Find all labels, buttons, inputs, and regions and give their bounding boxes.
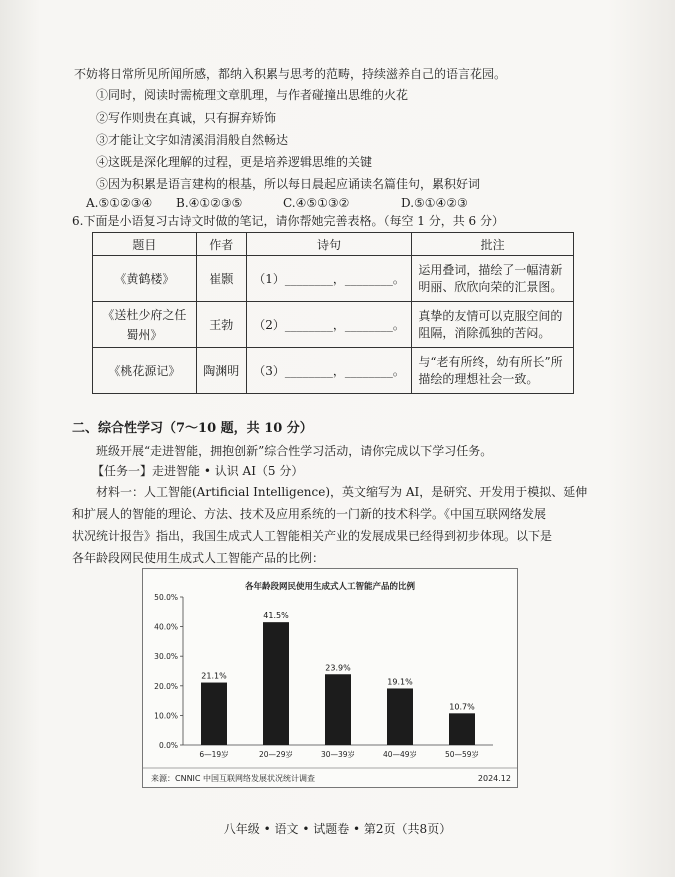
bar-value-label: 19.1%	[387, 677, 413, 687]
chart-title: 各年龄段网民使用生成式人工智能产品的比例	[244, 582, 416, 592]
x-category-label: 6—19岁	[199, 750, 229, 759]
q5-sentence-1: ①同时，阅读时需梳理文章肌理，与作者碰撞出思维的火花	[96, 88, 409, 102]
q5-sentence-3: ③才能让文字如清溪涓涓般自然畅达	[96, 133, 289, 147]
verse-blank[interactable]: （1）________，________。	[246, 256, 412, 302]
table-row	[93, 302, 574, 348]
page-footer: 八年级 • 语文 • 试题卷 • 第2页（共8页）	[223, 822, 452, 836]
bar	[387, 688, 413, 745]
bar-value-label: 10.7%	[449, 702, 475, 712]
header-title: 题目	[93, 233, 197, 256]
material-line-1: 材料一：人工智能(Artificial Intelligence)，英文缩写为 AI，是研究、开发用于模拟、延伸	[96, 485, 588, 499]
section-2-intro: 班级开展“走进智能，拥抱创新”综合性学习活动，请你完成以下学习任务。	[96, 444, 493, 458]
q5-options	[86, 196, 491, 210]
x-axis-labels	[199, 749, 479, 759]
section-2-title: 二、综合性学习（7～10 题，共 10 分）	[72, 421, 313, 436]
bar-value-label: 21.1%	[201, 671, 227, 681]
poem-author: 王勃	[196, 302, 246, 348]
bar	[325, 674, 351, 745]
bars-group	[201, 611, 475, 745]
age-ai-usage-chart	[142, 568, 518, 788]
y-tick-label: 40.0%	[154, 622, 178, 632]
y-tick-label: 20.0%	[154, 681, 178, 691]
chart-date: 2024.12	[477, 774, 511, 783]
option-c: C.④⑤①③②	[283, 196, 350, 210]
q5-sentence-2: ②写作则贵在真诚，只有摒弃矫饰	[96, 111, 277, 125]
bar-value-label: 23.9%	[325, 663, 351, 673]
x-category-label: 20—29岁	[258, 750, 294, 759]
poem-author: 陶渊明	[196, 348, 246, 394]
verse-blank[interactable]: （2）________，________。	[246, 302, 412, 348]
table-row	[93, 348, 574, 394]
bar-chart-svg	[143, 569, 517, 787]
q5-sentence-4: ④这既是深化理解的过程，更是培养逻辑思维的关键	[96, 155, 373, 169]
poem-title: 《送杜少府之任蜀州》	[93, 302, 197, 348]
bar-value-label: 41.5%	[263, 611, 289, 621]
y-tick-label: 50.0%	[154, 593, 178, 602]
bar	[449, 713, 475, 745]
poem-notes-table	[92, 232, 574, 394]
table-row	[93, 256, 574, 302]
bar	[263, 622, 289, 745]
x-category-label: 50—59岁	[444, 750, 480, 759]
poem-note: 真挚的友情可以克服空间的阻隔，消除孤独的苦闷。	[412, 302, 574, 348]
y-tick-label: 0.0%	[158, 741, 178, 750]
header-author: 作者	[196, 233, 246, 256]
header-verse: 诗句	[246, 233, 412, 256]
x-category-label: 30—39岁	[320, 750, 356, 759]
poem-title: 《桃花源记》	[93, 348, 197, 394]
q6-prompt: 6.下面是小语复习古诗文时做的笔记，请你帮她完善表格。（每空 1 分，共 6 分）	[72, 214, 504, 228]
y-tick-label: 10.0%	[154, 711, 178, 721]
poem-author: 崔颢	[196, 256, 246, 302]
bar	[201, 683, 227, 745]
header-note: 批注	[412, 233, 574, 256]
task-1-title: 【任务一】走进智能 • 认识 AI（5 分）	[92, 464, 304, 478]
option-d: D.⑤①④②③	[401, 196, 468, 210]
q5-sentence-5: ⑤因为积累是语言建构的根基，所以每日晨起应诵读名篇佳句，累积好词	[96, 177, 481, 191]
table-header-row	[93, 233, 574, 256]
material-line-2: 和扩展人的智能的理论、方法、技术及应用系统的一门新的技术科学。《中国互联网络发展	[72, 507, 547, 521]
material-line-3: 状况统计报告》指出，我国生成式人工智能相关产业的发展成果已经得到初步体现。以下是	[72, 529, 553, 543]
poem-note: 运用叠词，描绘了一幅清新明丽、欣欣向荣的汇景图。	[412, 256, 574, 302]
verse-blank[interactable]: （3）________，________。	[246, 348, 412, 394]
poem-note: 与“老有所终，幼有所长”所描绘的理想社会一致。	[412, 348, 574, 394]
material-line-4: 各年龄段网民使用生成式人工智能产品的比例：	[72, 551, 325, 565]
option-a: A.⑤①②③④	[86, 196, 153, 210]
y-tick-label: 30.0%	[154, 652, 178, 662]
q5-intro: 不妨将日常所见所闻所感，都纳入积累与思考的范畴，持续滋养自己的语言花园。	[74, 67, 507, 81]
chart-source: 来源：CNNIC 中国互联网络发展状况统计调查	[151, 774, 316, 783]
option-b: B.④①②③⑤	[176, 196, 243, 210]
poem-title: 《黄鹤楼》	[93, 256, 197, 302]
x-category-label: 40—49岁	[382, 750, 418, 759]
